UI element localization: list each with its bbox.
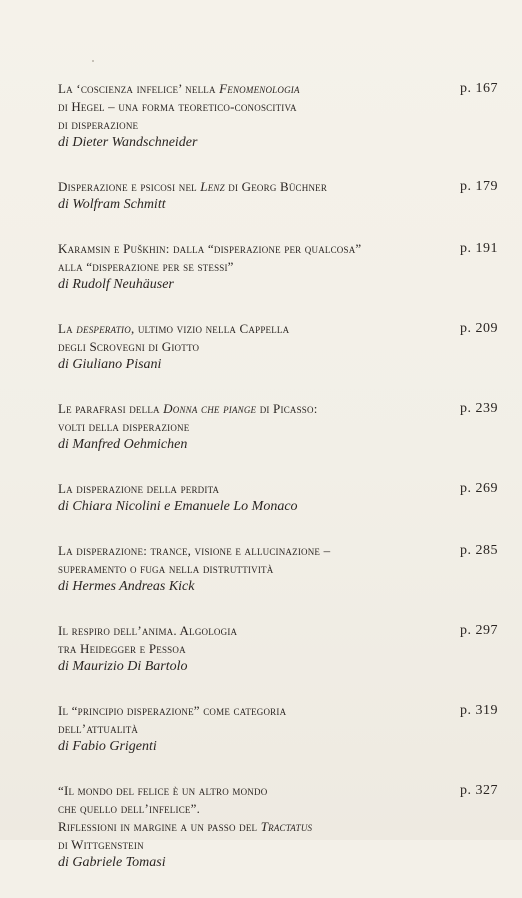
entry-title-line bbox=[58, 560, 438, 578]
toc-entry bbox=[58, 80, 498, 152]
title-segment: “Il mondo del felice è un altro mondo bbox=[58, 783, 268, 798]
page-number: p. 179 bbox=[460, 179, 498, 194]
entry-title-line bbox=[58, 480, 438, 498]
entry-title-line bbox=[58, 258, 438, 276]
entry-title-line bbox=[58, 338, 438, 356]
title-segment: Disperazione e psicosi nel bbox=[58, 179, 201, 194]
entry-author: di Chiara Nicolini e Emanuele Lo Monaco bbox=[58, 499, 298, 514]
title-italic-segment: Lenz bbox=[200, 179, 225, 194]
title-segment: Riflessioni in margine a un passo del bbox=[58, 819, 261, 834]
entry-title-line bbox=[58, 240, 438, 258]
entry-title-line bbox=[58, 622, 438, 640]
title-segment: Il respiro dell’anima. Algologia bbox=[58, 623, 238, 638]
page-number: p. 239 bbox=[460, 401, 498, 416]
entry-title bbox=[58, 622, 438, 658]
page-number: p. 285 bbox=[460, 543, 498, 558]
entry-title-line bbox=[58, 542, 438, 560]
title-segment: superamento o fuga nella distruttività bbox=[58, 561, 274, 576]
page-number: p. 191 bbox=[460, 241, 498, 256]
entry-title-line bbox=[58, 800, 438, 818]
entry-title-line bbox=[58, 320, 438, 338]
entry-title-line bbox=[58, 178, 438, 196]
entry-title-line bbox=[58, 640, 438, 658]
entry-title bbox=[58, 178, 438, 196]
title-italic-segment: Tractatus bbox=[260, 819, 313, 834]
title-segment: La disperazione: trance, visione e allucinazione – bbox=[58, 543, 331, 558]
entry-title bbox=[58, 400, 438, 436]
title-segment: che quello dell’infelice”. bbox=[58, 801, 201, 816]
page-number: p. 297 bbox=[460, 623, 498, 638]
entry-title-line bbox=[58, 818, 438, 836]
entry-title bbox=[58, 702, 438, 738]
entry-title-line bbox=[58, 98, 438, 116]
entry-author: di Maurizio Di Bartolo bbox=[58, 659, 188, 674]
toc-entry bbox=[58, 542, 498, 596]
table-of-contents bbox=[58, 80, 498, 898]
entry-title bbox=[58, 240, 438, 276]
title-segment: La disperazione della perdita bbox=[58, 481, 220, 496]
title-segment: di Hegel – una forma teoretico-conoscitiva bbox=[58, 99, 297, 114]
title-segment: Le parafrasi della bbox=[58, 401, 164, 416]
page-number: p. 319 bbox=[460, 703, 498, 718]
toc-entry bbox=[58, 400, 498, 454]
toc-entry bbox=[58, 480, 498, 516]
toc-entry bbox=[58, 782, 498, 872]
entry-title-line bbox=[58, 836, 438, 854]
title-segment: tra Heidegger e Pessoa bbox=[58, 641, 186, 656]
page-number: p. 167 bbox=[460, 81, 498, 96]
title-segment: di Wittgenstein bbox=[58, 837, 144, 852]
entry-title-line bbox=[58, 80, 438, 98]
toc-entry bbox=[58, 240, 498, 294]
toc-entry bbox=[58, 178, 498, 214]
title-segment: , ultimo vizio nella Cappella bbox=[130, 321, 290, 336]
entry-title bbox=[58, 782, 438, 854]
title-segment: volti della disperazione bbox=[58, 419, 190, 434]
entry-author: di Wolfram Schmitt bbox=[58, 197, 166, 212]
page-number: p. 327 bbox=[460, 783, 498, 798]
toc-entry bbox=[58, 622, 498, 676]
entry-title-line bbox=[58, 702, 438, 720]
toc-entry bbox=[58, 320, 498, 374]
title-italic-segment: Fenomenologia bbox=[219, 81, 300, 96]
title-italic-segment: Donna che piange bbox=[163, 401, 257, 416]
title-segment: di disperazione bbox=[58, 117, 139, 132]
title-segment: La ‘coscienza infelice’ nella bbox=[58, 81, 220, 96]
title-segment: di Picasso: bbox=[256, 401, 318, 416]
page-number: p. 269 bbox=[460, 481, 498, 496]
entry-author: di Giuliano Pisani bbox=[58, 357, 162, 372]
title-segment: Il “principio disperazione” come categoria bbox=[58, 703, 287, 718]
entry-title-line bbox=[58, 782, 438, 800]
title-segment: Karamsin e Puškhin: dalla “disperazione per qualcosa” bbox=[58, 241, 362, 256]
paper-speck bbox=[92, 60, 94, 62]
page-number: p. 209 bbox=[460, 321, 498, 336]
toc-entry bbox=[58, 702, 498, 756]
entry-author: di Fabio Grigenti bbox=[58, 739, 157, 754]
title-segment: di Georg Büchner bbox=[224, 179, 328, 194]
entry-title-line bbox=[58, 116, 438, 134]
entry-title-line bbox=[58, 400, 438, 418]
entry-title bbox=[58, 320, 438, 356]
title-segment: alla “disperazione per se stessi” bbox=[58, 259, 234, 274]
title-italic-segment: desperatio bbox=[76, 321, 131, 336]
entry-title bbox=[58, 80, 438, 134]
entry-author: di Dieter Wandschneider bbox=[58, 135, 198, 150]
entry-title bbox=[58, 542, 438, 578]
title-segment: dell’attualità bbox=[58, 721, 139, 736]
entry-author: di Hermes Andreas Kick bbox=[58, 579, 195, 594]
title-segment: La bbox=[58, 321, 77, 336]
entry-title-line bbox=[58, 720, 438, 738]
entry-author: di Rudolf Neuhäuser bbox=[58, 277, 174, 292]
entry-author: di Manfred Oehmichen bbox=[58, 437, 188, 452]
title-segment: degli Scrovegni di Giotto bbox=[58, 339, 200, 354]
entry-author: di Gabriele Tomasi bbox=[58, 855, 166, 870]
entry-title-line bbox=[58, 418, 438, 436]
entry-title bbox=[58, 480, 438, 498]
